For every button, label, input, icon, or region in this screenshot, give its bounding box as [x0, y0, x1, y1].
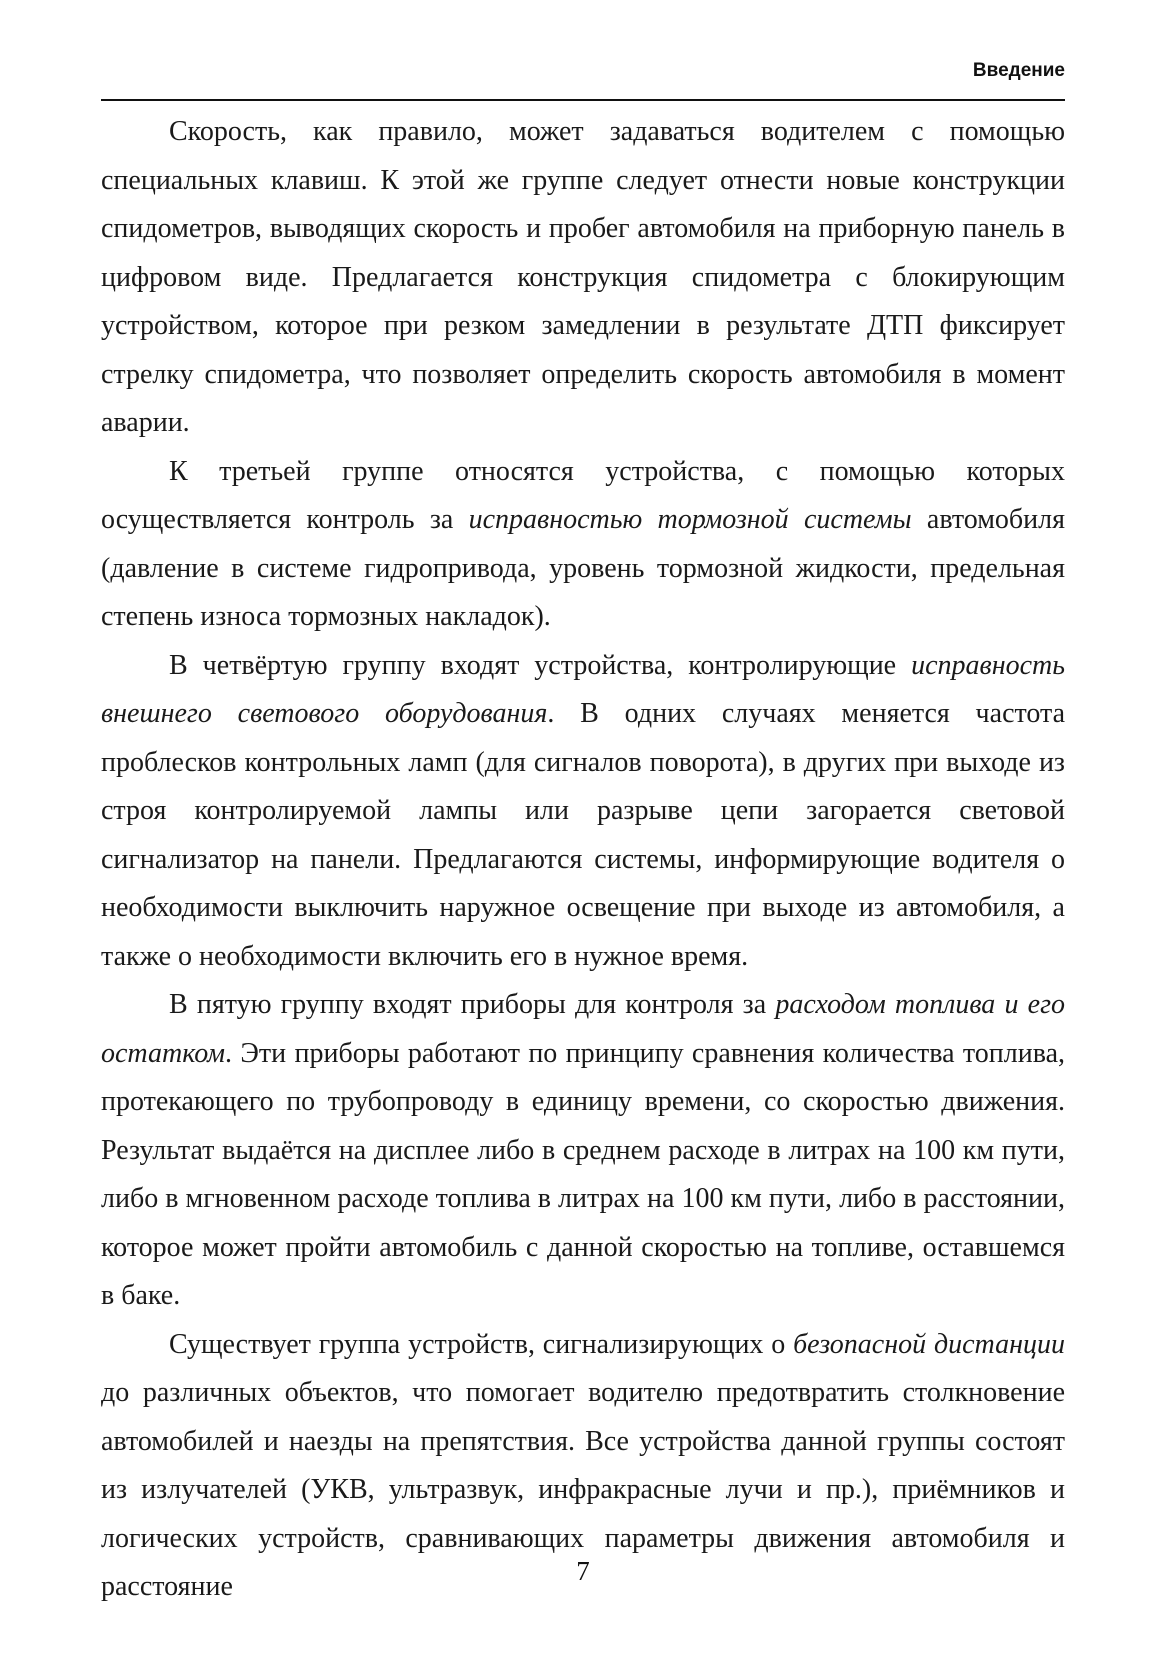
section-title: Введение: [972, 60, 1065, 81]
paragraph-emphasis: безопасной дистанции: [793, 1328, 1065, 1360]
paragraph-lighting: [101, 642, 1065, 982]
main-text: [101, 108, 1065, 1612]
paragraph-emphasis: исправность внешнего светового оборудования: [101, 649, 1065, 729]
page-number: 7: [576, 1556, 590, 1586]
paragraph-text: Существует группа устройств, сигнализирующих о: [169, 1328, 794, 1360]
paragraph-brake-system: [101, 448, 1065, 642]
paragraph-emphasis: расходом топлива и его остатком: [101, 989, 1065, 1069]
paragraph-text: . Эти приборы работают по принципу сравнения количества топлива, протекающего по трубопроводу в единицу времени, со скоростью движения. Результат выдаётся на дисплее либо в среднем расходе в литрах на 100 км пути, либо в мгновенном расходе топлива в литрах на 100 км пути, либо в расстоянии, которое может пройти автомобиль с данной скоростью на топливе, оставшемся в баке.: [101, 1037, 1065, 1311]
header-rule: [101, 99, 1065, 101]
paragraph-text: Скорость, как правило, может задаваться водителем с помощью специальных клавиш. К этой же группе следует отнести новые конструкции спидометров, выводящих скорость и пробег автомобиля на приборную панель в цифровом виде. Предлагается конструкция спидометра с блокирующим устройством, которое при резком замедлении в результате ДТП фиксирует стрелку спидометра, что позволяет определить скорость автомобиля в момент аварии.: [101, 116, 1065, 438]
paragraph-text: до различных объектов, что помогает водителю предотвратить столкновение автомобилей и наезды на препятствия. Все устройства данной группы состоят из излучателей (УКВ, ультразвук, инфракрасные лучи и пр.), приёмников и логических устройств, сравнивающих параметры движения автомобиля и расстояние: [101, 1377, 1065, 1602]
paragraph-text: В четвёртую группу входят устройства, контролирующие: [169, 649, 912, 681]
paragraph-text: автомобиля (давление в системе гидропривода, уровень тормозной жидкости, предельная степень износа тормозных накладок).: [101, 504, 1065, 632]
paragraph-fuel: [101, 981, 1065, 1321]
paragraph-text: . В одних случаях меняется частота проблесков контрольных ламп (для сигналов поворота), в других при выходе из строя контролируемой лампы или разрыве цепи загорается световой сигнализатор на панели. Предлагаются системы, информирующие водителя о необходимости выключить наружное освещение при выходе из автомобиля, а также о необходимости включить его в нужное время.: [101, 698, 1065, 972]
paragraph-text: К третьей группе относятся устройства, с помощью которых осуществляется контроль за: [101, 455, 1065, 535]
paragraph-emphasis: исправностью тормозной системы: [468, 504, 912, 535]
paragraph-text: В пятую группу входят приборы для контроля за: [169, 989, 776, 1020]
paragraph-speed-setting: [101, 108, 1065, 448]
running-header: [101, 60, 1065, 82]
